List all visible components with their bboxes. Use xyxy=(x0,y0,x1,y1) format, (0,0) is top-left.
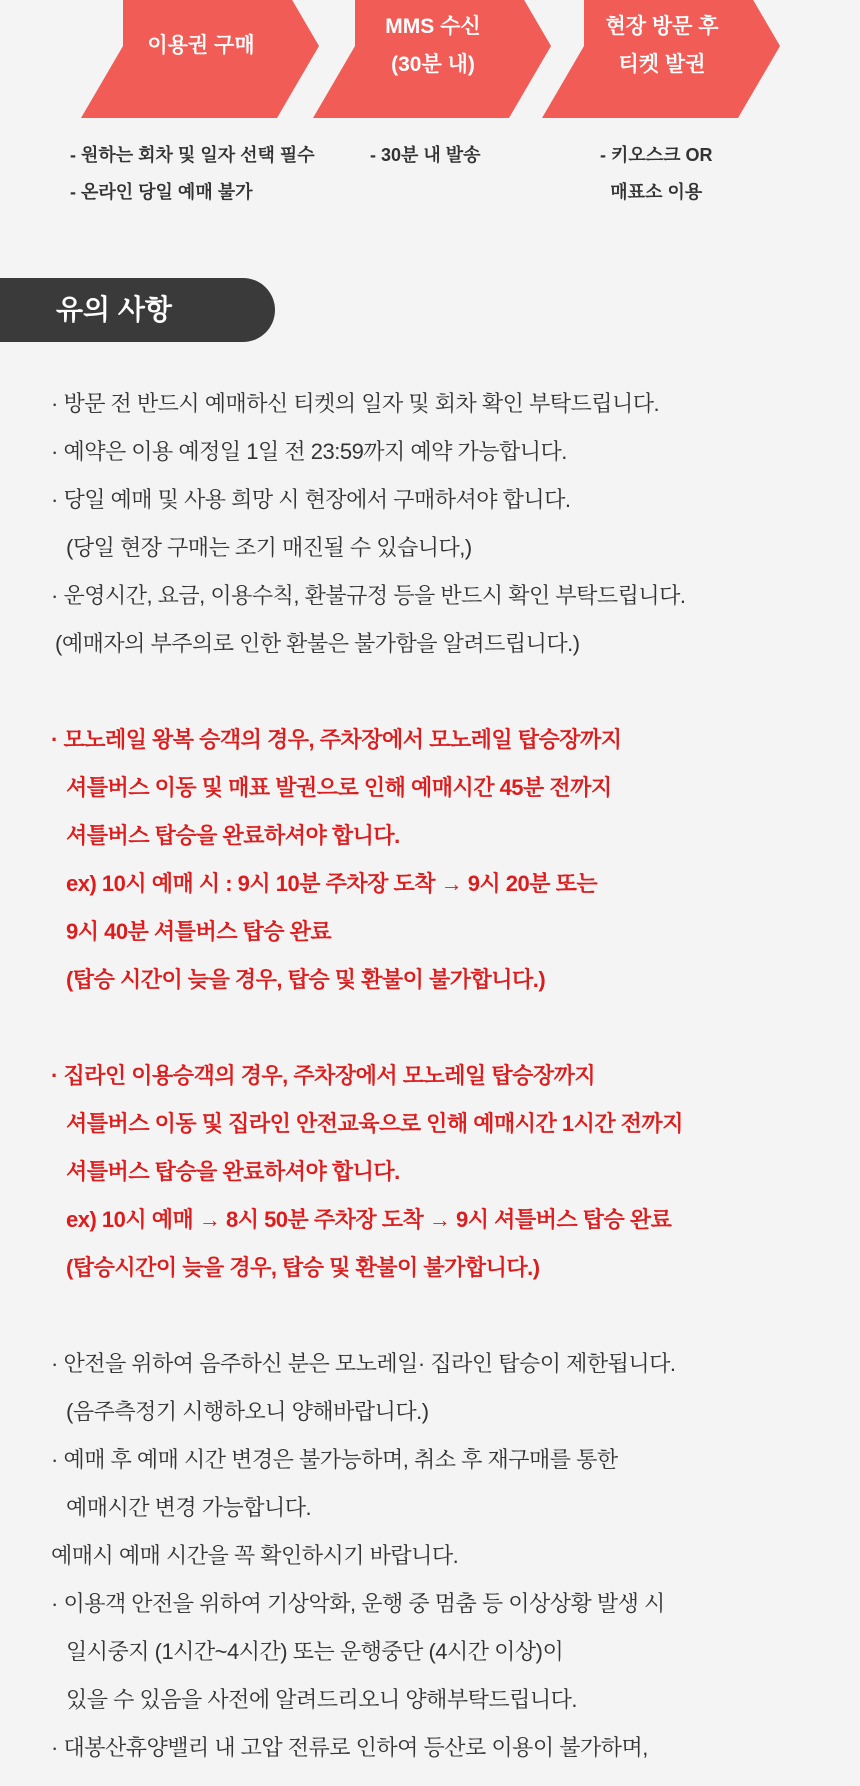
notice-line: (당일 현장 구매는 조기 매진될 수 있습니다,) xyxy=(66,535,472,560)
notice-line: 있을 수 있음을 사전에 알려드리오니 양해부탁드립니다. xyxy=(66,1687,577,1712)
step-ticket xyxy=(542,0,782,118)
step-note: - 30분 내 발송 xyxy=(370,145,481,165)
warning-line: · 집라인 이용승객의 경우, 주차장에서 모노레일 탑승장까지 xyxy=(51,1063,596,1088)
warning-line: (탑승 시간이 늦을 경우, 탑승 및 환불이 불가합니다.) xyxy=(66,967,546,992)
notice-line: (음주측정기 시행하오니 양해바랍니다.) xyxy=(66,1399,429,1424)
step-label: 이용권 구매 xyxy=(147,34,255,57)
step-mms xyxy=(313,0,553,118)
notice-line: 예매시 예매 시간을 꼭 확인하시기 바랍니다. xyxy=(51,1543,459,1568)
step-purchase xyxy=(81,0,321,118)
warning-line: ex) 10시 예매 → 8시 50분 주차장 도착 → 9시 셔틀버스 탑승 완료 xyxy=(66,1207,672,1232)
step-note: - 키오스크 OR 매표소 이용 xyxy=(600,145,713,202)
step-label: 현장 방문 후 티켓 발권 xyxy=(605,15,719,76)
step-label: MMS 수신 (30분 내) xyxy=(385,15,481,76)
warning-line: (탑승시간이 늦을 경우, 탑승 및 환불이 불가합니다.) xyxy=(66,1255,540,1280)
blank-line xyxy=(51,668,841,716)
notice-line: · 예매 후 예매 시간 변경은 불가능하며, 취소 후 재구매를 통한 xyxy=(51,1447,618,1472)
warning-line: 셔틀버스 이동 및 집라인 안전교육으로 인해 예매시간 1시간 전까지 xyxy=(66,1111,683,1136)
warning-line: ex) 10시 예매 시 : 9시 10분 주차장 도착 → 9시 20분 또는 xyxy=(66,871,598,896)
notice-line: · 이용객 안전을 위하여 기상악화, 운행 중 멈춤 등 이상상황 발생 시 xyxy=(51,1591,665,1616)
blank-line xyxy=(51,1292,841,1340)
warning-line: 셔틀버스 탑승을 완료하셔야 합니다. xyxy=(66,823,400,848)
notice-line: 예매시간 변경 가능합니다. xyxy=(66,1495,312,1520)
warning-line: 셔틀버스 탑승을 완료하셔야 합니다. xyxy=(66,1159,400,1184)
notice-line: · 대봉산휴양밸리 내 고압 전류로 인하여 등산로 이용이 불가하며, xyxy=(51,1735,648,1760)
notice-line: · 안전을 위하여 음주하신 분은 모노레일· 집라인 탑승이 제한됩니다. xyxy=(51,1351,676,1376)
warning-line: 9시 40분 셔틀버스 탑승 완료 xyxy=(66,919,332,944)
notice-line: (예매자의 부주의로 인한 환불은 불가함을 알려드립니다.) xyxy=(55,631,580,656)
notice-line: · 방문 전 반드시 예매하신 티켓의 일자 및 회차 확인 부탁드립니다. xyxy=(51,391,660,416)
notice-list xyxy=(51,380,841,1772)
notice-line: · 예약은 이용 예정일 1일 전 23:59까지 예약 가능합니다. xyxy=(51,439,567,464)
notice-line: 일시중지 (1시간~4시간) 또는 운행중단 (4시간 이상)이 xyxy=(66,1639,564,1664)
notice-line: · 당일 예매 및 사용 희망 시 현장에서 구매하셔야 합니다. xyxy=(51,487,571,512)
blank-line xyxy=(51,1004,841,1052)
section-heading-title: 유의 사항 xyxy=(56,294,172,325)
section-heading xyxy=(0,278,275,342)
step-note: - 원하는 회차 및 일자 선택 필수 - 온라인 당일 예매 불가 xyxy=(70,145,315,202)
notice-line: · 운영시간, 요금, 이용수칙, 환불규정 등을 반드시 확인 부탁드립니다. xyxy=(51,583,686,608)
warning-line: 셔틀버스 이동 및 매표 발권으로 인해 예매시간 45분 전까지 xyxy=(66,775,612,800)
warning-line: · 모노레일 왕복 승객의 경우, 주차장에서 모노레일 탑승장까지 xyxy=(51,727,622,752)
